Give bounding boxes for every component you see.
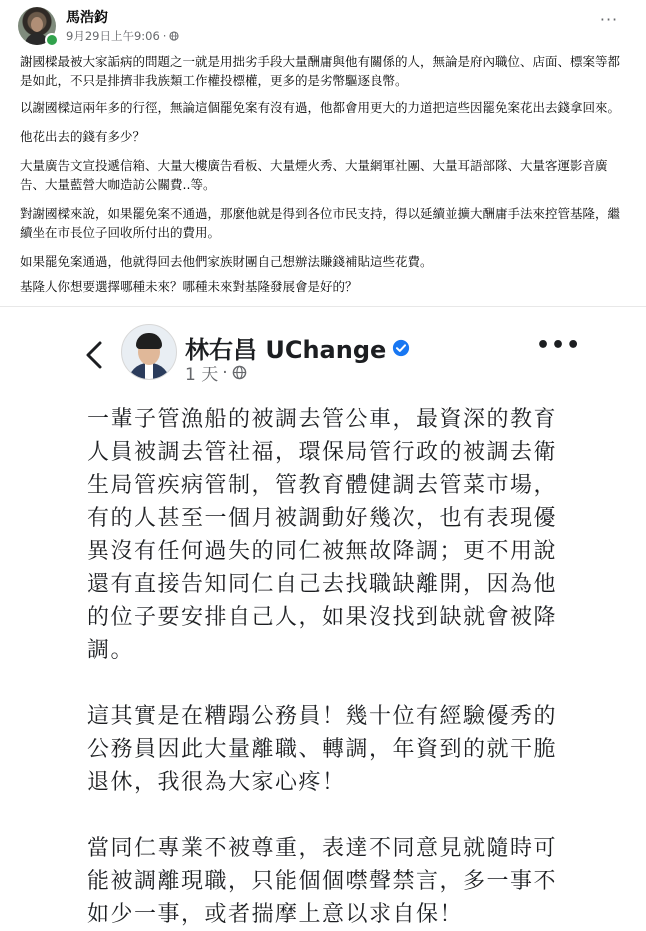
author-name[interactable]: 馬浩鈞 <box>66 10 108 26</box>
embed-time[interactable]: 1 天 <box>185 365 219 385</box>
embed-meta <box>185 360 247 385</box>
embed-paragraph: 當同仁專業不被尊重，表達不同意見就隨時可能被調離現職，只能個個噤聲禁言，多一事不如少一事，或者揣摩上意以求自保！ <box>87 836 558 927</box>
embed-more-options-button[interactable]: ••• <box>536 333 582 358</box>
embed-paragraph: 一輩子管漁船的被調去管公車，最資深的教育人員被調去管社福，環保局管行政的被調去衛生局管疾病管制，管教育體健調去管菜市場，有的人甚至一個月被調動好幾次，也有表現優異沒有任何過失的同仁被無故降調；更不用說還有直接告知同仁自己去找職缺離開，因為他的位子要安排自己人，如果沒找到缺就會被降調。 <box>87 407 558 663</box>
post-paragraph: 基隆人你想要選擇哪種未來？哪種未來對基隆發展會是好的？ <box>20 279 358 294</box>
post-text <box>20 52 630 302</box>
embed-author-avatar[interactable] <box>121 324 177 380</box>
more-options-button[interactable]: ··· <box>599 10 619 29</box>
meta-separator: · <box>162 29 167 43</box>
post-paragraph: 如果罷免案通過，他就得回去他們家族財團自己想辦法賺錢補貼這些花費。 <box>20 254 433 269</box>
post-paragraph: 以謝國樑這兩年多的行徑，無論這個罷免案有沒有過，他都會用更大的力道把這些因罷免案花出去錢拿回來。 <box>20 100 621 115</box>
avatar-face <box>31 17 43 32</box>
post-paragraph: 對謝國樑來說，如果罷免案不通過，那麼他就是得到各位市民支持，得以延續並擴大酬庸手法來控管基隆，繼續坐在市長位子回收所付出的費用。 <box>20 206 621 240</box>
embed-body <box>87 403 577 931</box>
embed-paragraph: 這其實是在糟蹋公務員！幾十位有經驗優秀的公務員因此大量離職、轉調，年資到的就干脆退休，我很為大家心疼！ <box>87 704 558 795</box>
verified-badge-icon <box>392 339 410 357</box>
avatar-hair <box>136 333 162 349</box>
post-paragraph: 謝國樑最被大家詬病的問題之一就是用拙劣手段大量酬庸與他有關係的人，無論是府內職位、店面、標案等都是如此，不只是排擠非我族類工作權投標權，更多的是劣幣驅逐良幣。 <box>20 54 621 88</box>
avatar-shirt <box>145 363 153 379</box>
globe-icon <box>169 31 179 41</box>
post-header <box>0 0 646 46</box>
chevron-left-icon[interactable] <box>83 335 105 375</box>
post-paragraph: 大量廣告文宣投遞信箱、大量大樓廣告看板、大量煙火秀、大量網軍社團、大量耳語部隊、大量客運影音廣告、大量藍營大咖造訪公關費..等。 <box>20 158 608 192</box>
embedded-screenshot[interactable] <box>0 306 646 927</box>
embed-meta-separator: · <box>222 362 228 383</box>
post-paragraph: 他花出去的錢有多少？ <box>20 129 146 144</box>
online-status-dot <box>45 33 59 47</box>
globe-icon <box>232 365 247 380</box>
embed-author-name[interactable]: 林右昌 UChange <box>185 336 387 364</box>
post-timestamp[interactable]: 9月29日上午9:06 <box>66 29 160 43</box>
post-meta <box>66 28 179 44</box>
